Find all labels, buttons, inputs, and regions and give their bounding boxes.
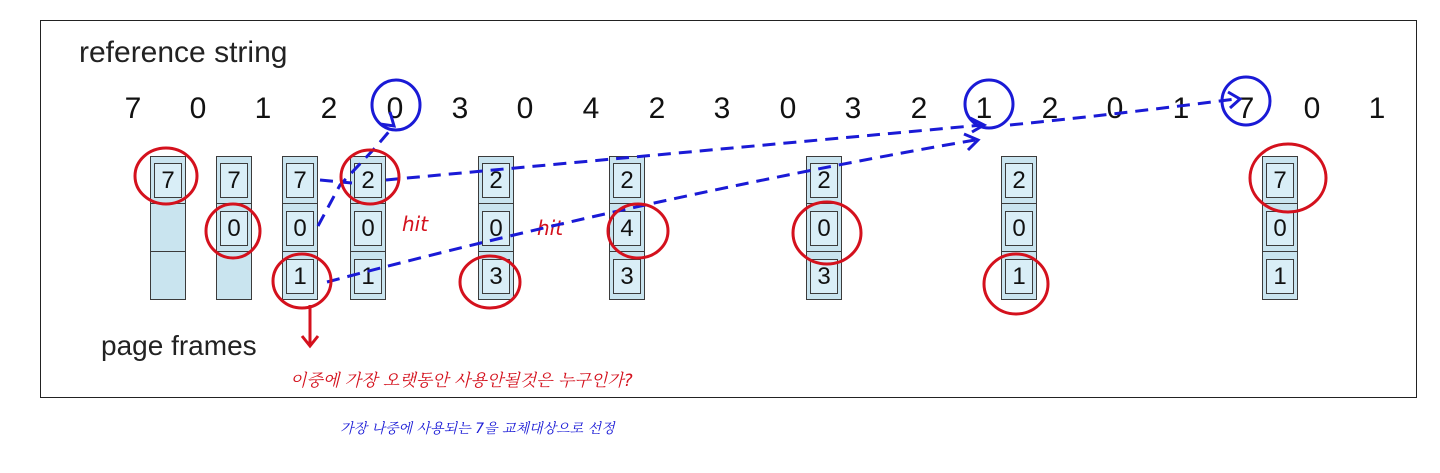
frame-value: 0 [810,211,838,246]
ref-item: 1 [254,92,272,125]
frame-value: 2 [810,163,838,198]
ref-item: 2 [648,92,666,125]
ref-item: 2 [1041,92,1059,125]
frame-value: 3 [613,259,641,294]
hit-note: hit [537,216,564,240]
ref-item: 0 [1303,92,1321,125]
blue-circle-mark [965,80,1013,128]
red-circle-mark [206,204,260,258]
frame-value: 2 [482,163,510,198]
red-circle-marks [135,144,1326,314]
arrow-line [327,140,975,282]
red-circle-mark [984,254,1048,314]
red-circle-mark [793,202,861,264]
frame-value: 0 [1266,211,1294,246]
ref-item: 1 [1172,92,1190,125]
ref-item: 3 [844,92,862,125]
hit-note: hit [402,212,429,236]
reference-string-title: reference string [79,36,288,69]
red-circle-mark [135,148,197,204]
frame-value: 1 [354,259,382,294]
frame-value: 0 [1005,211,1033,246]
arrowhead [380,112,394,126]
ref-item: 7 [124,92,142,125]
frame-value: 2 [1005,163,1033,198]
frame-value: 0 [482,211,510,246]
frame-value: 3 [482,259,510,294]
red-circle-mark [460,256,520,308]
page-frames-label: page frames [101,330,257,361]
red-arrow [302,305,318,346]
ref-item: 1 [1368,92,1386,125]
frame-value: 1 [1005,259,1033,294]
ref-item: 0 [1106,92,1124,125]
arrow-line [1010,99,1236,125]
arrow-line [320,180,352,183]
ref-item: 4 [582,92,600,125]
arrow-line [318,128,392,226]
frame-value: 4 [613,211,641,246]
ref-item: 3 [713,92,731,125]
red-circle-mark [273,254,331,308]
frame-value: 0 [220,211,248,246]
blue-circle-mark [372,80,420,130]
frame-value: 7 [1266,163,1294,198]
ref-item: 1 [975,92,993,125]
ref-item: 3 [451,92,469,125]
frame-value: 7 [220,163,248,198]
arrow-line [386,125,982,180]
frame-value: 2 [613,163,641,198]
ref-item: 0 [516,92,534,125]
red-circle-mark [608,204,668,258]
frame-value: 3 [810,259,838,294]
red-circle-mark [341,150,399,204]
frame-value: 0 [354,211,382,246]
answer-note: 가장 나중에 사용되는 7을 교체대상으로 선정 [340,421,615,437]
ref-item: 0 [779,92,797,125]
red-circle-mark [1250,144,1326,212]
frame-value: 7 [154,163,182,198]
blue-dashed-arrows [318,99,1236,282]
frame-value: 7 [286,163,314,198]
ref-item: 2 [320,92,338,125]
ref-item: 2 [910,92,928,125]
question-note: 이중에 가장 오랫동안 사용안될것은 누구인가? [290,371,633,391]
frame-value: 0 [286,211,314,246]
ref-item: 7 [1237,92,1255,125]
frame-value: 1 [286,259,314,294]
ref-item: 0 [386,92,404,125]
ref-item: 0 [189,92,207,125]
frame-value: 1 [1266,259,1294,294]
frame-value: 2 [354,163,382,198]
